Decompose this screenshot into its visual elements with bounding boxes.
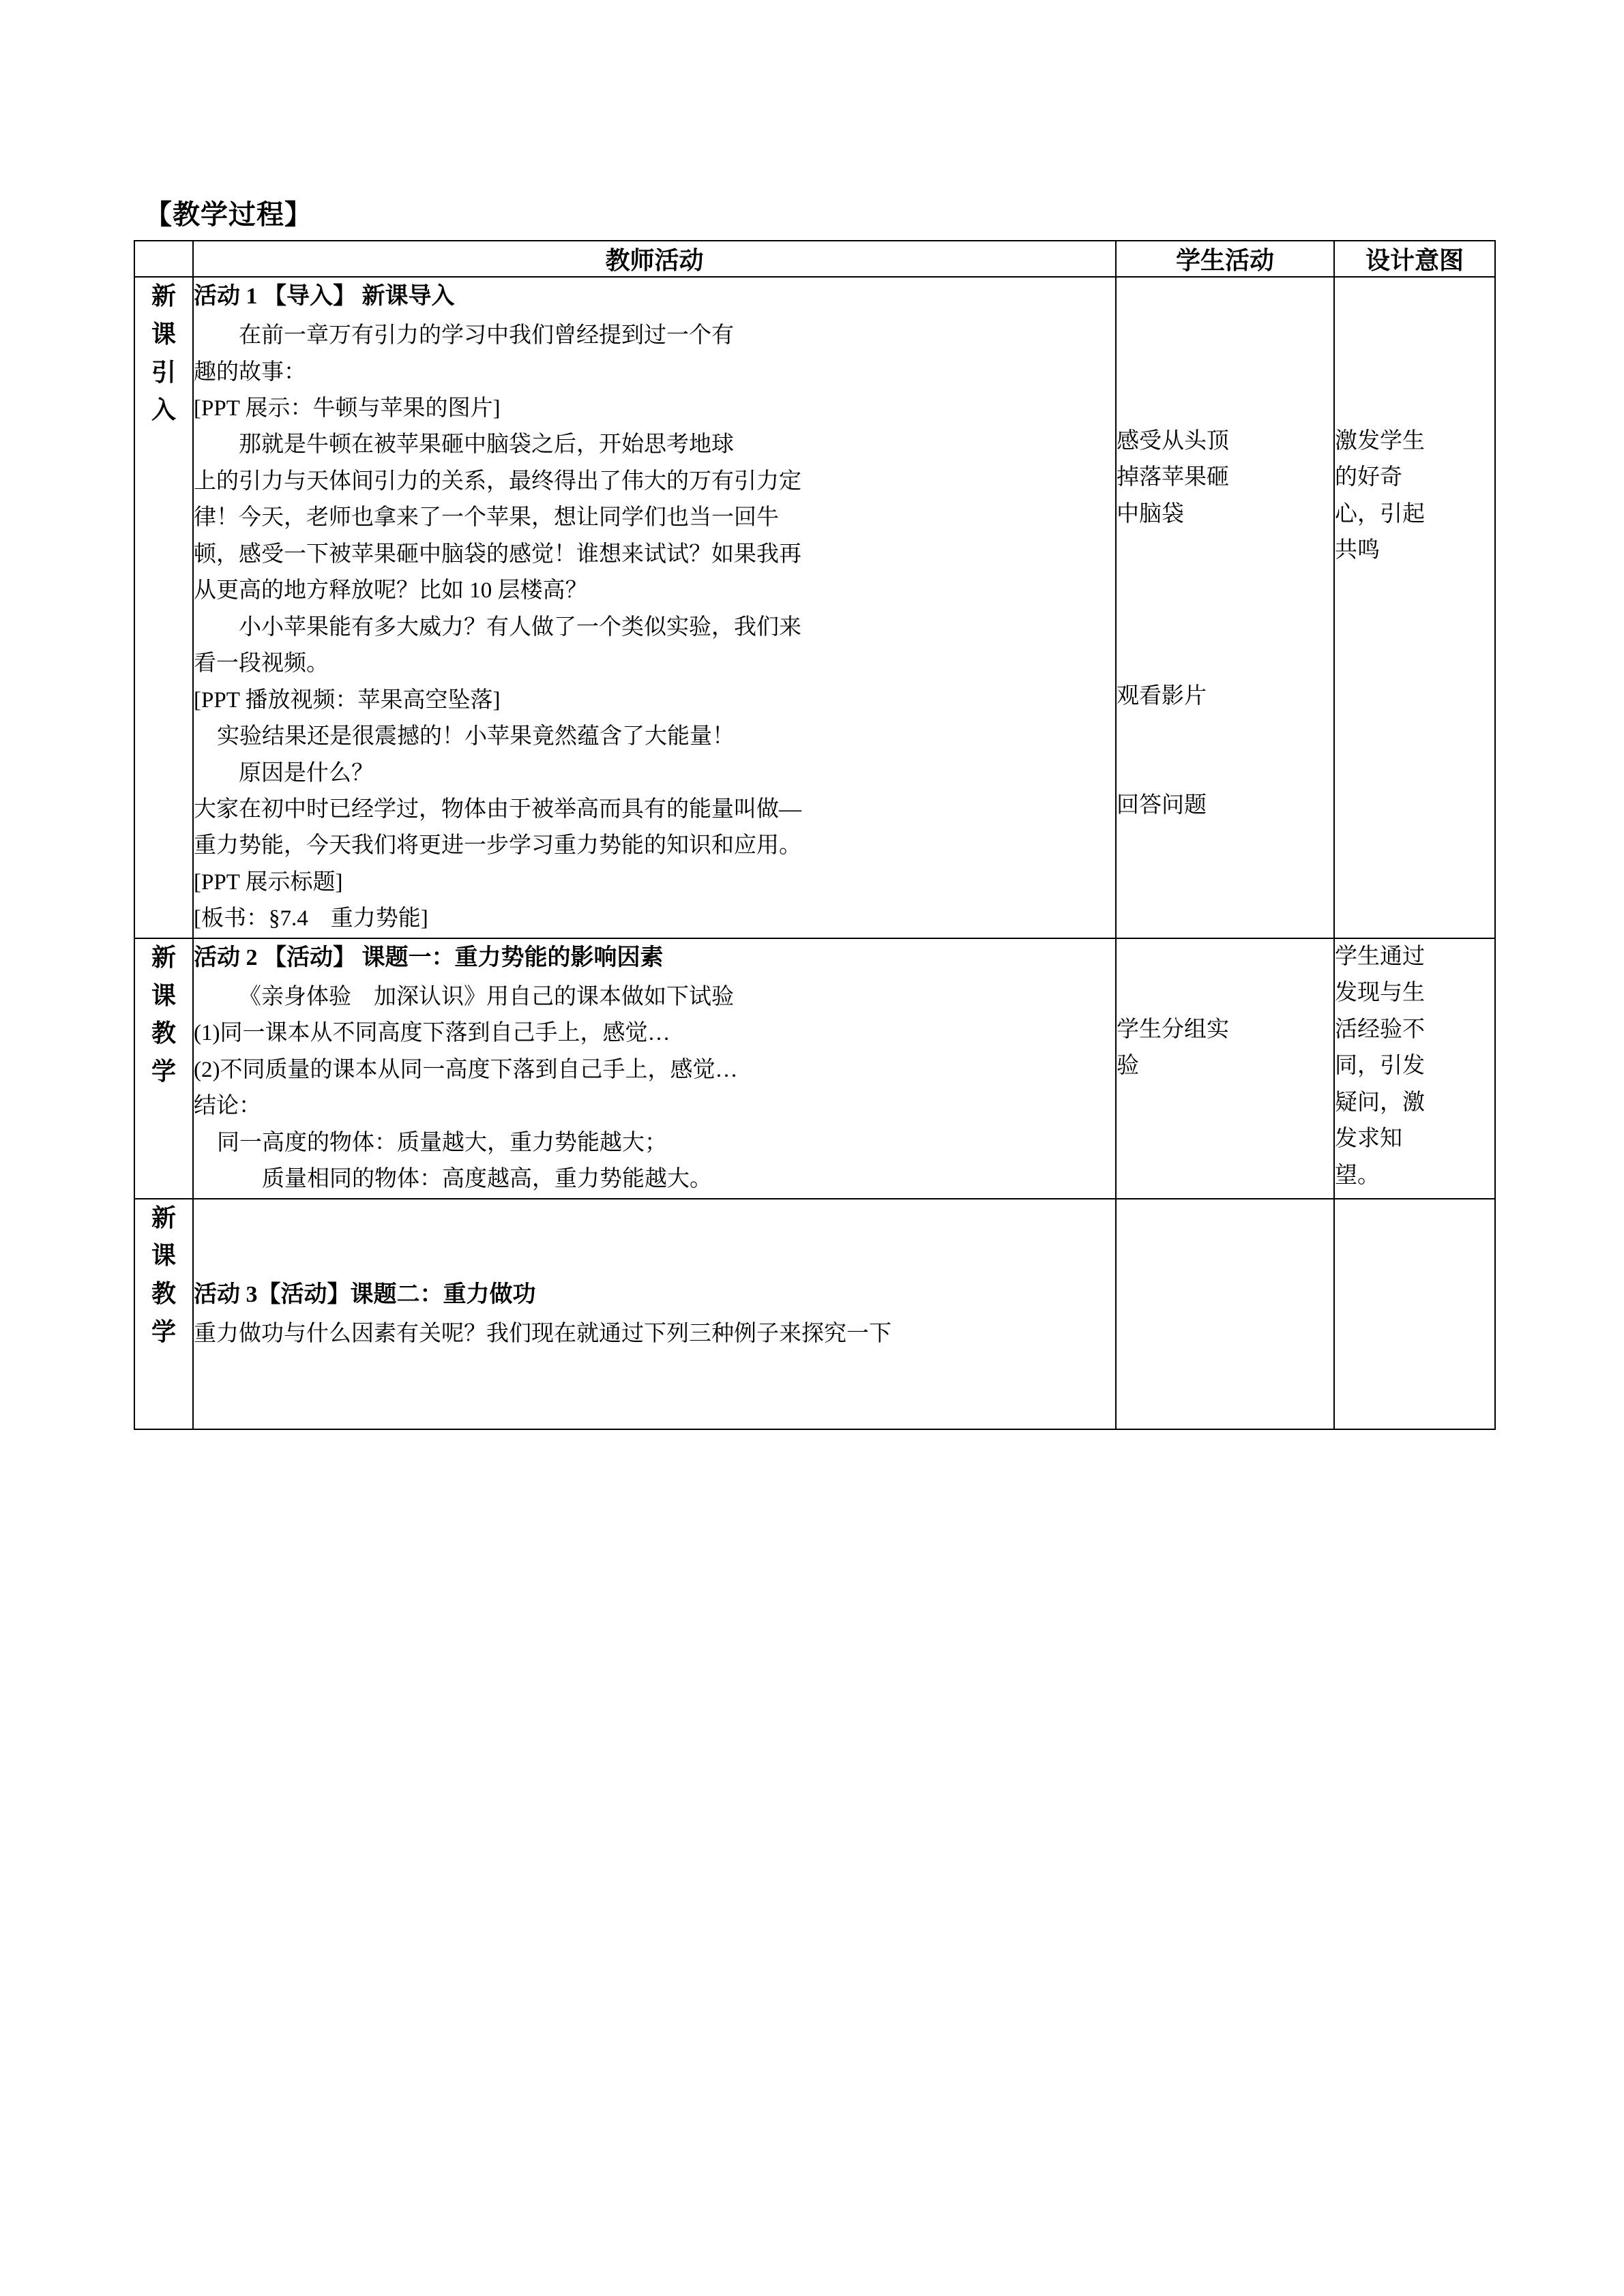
spacer-block <box>194 1390 1115 1429</box>
paragraph: 上的引力与天体间引力的关系，最终得出了伟大的万有引力定 <box>194 468 801 494</box>
stage-label-char: 引 <box>151 358 176 386</box>
paragraph: 验 <box>1117 1054 1139 1079</box>
stage-label-char: 新 <box>151 943 176 971</box>
paragraph: 实验结果还是很震撼的！小苹果竟然蕴含了大能量！ <box>217 724 735 749</box>
column-header-teacher: 教师活动 <box>193 241 1116 277</box>
spacer-line <box>1335 387 1494 423</box>
paragraph: 的好奇 <box>1335 465 1402 490</box>
stage-label <box>134 938 193 1199</box>
paragraph: 从更高的地方释放呢？比如 10 层楼高？ <box>194 578 588 603</box>
lesson-plan-table <box>134 240 1496 1430</box>
spacer-block <box>194 1199 1115 1238</box>
stage-label-char: 新 <box>151 282 176 310</box>
spacer-block <box>194 1238 1115 1276</box>
stage-label-char: 课 <box>151 981 176 1009</box>
paragraph: 重力做功与什么因素有关呢？我们现在就通过下列三种例子来探究一下 <box>194 1321 891 1346</box>
paragraph: 观看影片 <box>1117 683 1207 709</box>
spacer-line <box>1117 975 1333 1011</box>
paragraph: 小小苹果能有多大威力？有人做了一个类似实验，我们来 <box>239 614 801 640</box>
paragraph: 活经验不 <box>1335 1017 1425 1042</box>
paragraph: 疑问，激 <box>1335 1090 1425 1115</box>
design-intent-cell <box>1334 1199 1495 1430</box>
spacer-line <box>1117 642 1333 679</box>
activity-title: 活动 3【活动】课题二：重力做功 <box>194 1281 536 1307</box>
table-body <box>134 277 1495 1429</box>
paragraph: [板书：§7.4 重力势能] <box>194 906 428 931</box>
page-title: 【教学过程】 <box>145 199 312 230</box>
paragraph: 大家在初中时已经学过，物体由于被举高而具有的能量叫做— <box>194 796 801 822</box>
spacer-line <box>1117 351 1333 387</box>
paragraph: 同，引发 <box>1335 1054 1425 1079</box>
paragraph: 中脑袋 <box>1117 501 1184 526</box>
paragraph: 在前一章万有引力的学习中我们曾经提到过一个有 <box>239 323 734 348</box>
spacer-line <box>1117 751 1333 788</box>
activity-title: 活动 1 【导入】 新课导入 <box>194 284 455 309</box>
paragraph: 看一段视频。 <box>194 651 329 676</box>
paragraph: (1)同一课本从不同高度下落到自己手上，感觉… <box>194 1021 670 1046</box>
stage-label-char: 教 <box>151 1280 176 1308</box>
paragraph: 学生通过 <box>1335 944 1425 969</box>
stage-label <box>134 277 193 938</box>
paragraph: 学生分组实 <box>1117 1017 1229 1042</box>
table-header-row <box>134 241 1495 277</box>
stage-label-char: 学 <box>151 1317 176 1345</box>
spacer-line <box>1117 715 1333 751</box>
column-header-student: 学生活动 <box>1116 241 1334 277</box>
paragraph: [PPT 播放视频：苹果高空坠落] <box>194 687 501 713</box>
paragraph: 律！今天，老师也拿来了一个苹果，想让同学们也当一回牛 <box>194 505 779 531</box>
stage-label-char: 入 <box>151 396 176 424</box>
teacher-activity-cell <box>193 277 1116 938</box>
stage-label <box>134 1199 193 1430</box>
paragraph: 结论： <box>194 1094 261 1119</box>
spacer-line <box>1117 939 1333 975</box>
paragraph: 共鸣 <box>1335 538 1380 563</box>
column-header-intent: 设计意图 <box>1334 241 1495 277</box>
paragraph: 趣的故事： <box>194 359 306 385</box>
paragraph: 发求知 <box>1335 1127 1402 1152</box>
spacer-line <box>1117 278 1333 314</box>
paragraph: 顿，感受一下被苹果砸中脑袋的感觉！谁想来试试？如果我再 <box>194 541 801 567</box>
paragraph: 回答问题 <box>1117 793 1207 818</box>
spacer-line <box>1117 606 1333 642</box>
table-row <box>134 277 1495 938</box>
spacer-line <box>1335 314 1494 350</box>
spacer-block <box>194 1352 1115 1390</box>
paragraph: 质量相同的物体：高度越高，重力势能越大。 <box>262 1167 712 1192</box>
student-activity-cell <box>1116 277 1334 938</box>
paragraph: 重力势能，今天我们将更进一步学习重力势能的知识和应用。 <box>194 833 801 859</box>
spacer-line <box>1335 278 1494 314</box>
stage-label-char: 教 <box>151 1019 176 1047</box>
paragraph: 心，引起 <box>1335 501 1425 526</box>
paragraph: 望。 <box>1335 1163 1380 1188</box>
table-row <box>134 938 1495 1199</box>
table-row <box>134 1199 1495 1430</box>
paragraph: 发现与生 <box>1335 981 1425 1006</box>
paragraph: [PPT 展示标题] <box>194 869 343 895</box>
spacer-line <box>1117 387 1333 423</box>
paragraph: 激发学生 <box>1335 428 1425 453</box>
spacer-line <box>1335 351 1494 387</box>
activity-title: 活动 2 【活动】 课题一：重力势能的影响因素 <box>194 944 664 970</box>
spacer-line <box>1117 533 1333 569</box>
stage-label-char: 课 <box>151 320 176 348</box>
paragraph: 同一高度的物体：质量越大，重力势能越大； <box>217 1130 667 1155</box>
paragraph: 原因是什么？ <box>239 760 374 786</box>
stage-label-char: 学 <box>151 1058 176 1086</box>
column-header-stage <box>134 241 193 277</box>
spacer-line <box>1117 569 1333 606</box>
paragraph: 《亲身体验 加深认识》用自己的课本做如下试验 <box>239 984 734 1009</box>
paragraph: 感受从头顶 <box>1117 428 1229 453</box>
paragraph: (2)不同质量的课本从同一高度下落到自己手上，感觉… <box>194 1057 738 1082</box>
spacer-line <box>1117 314 1333 350</box>
paragraph: 那就是牛顿在被苹果砸中脑袋之后，开始思考地球 <box>239 432 734 458</box>
paragraph: 掉落苹果砸 <box>1117 465 1229 490</box>
stage-label-char: 课 <box>151 1242 176 1270</box>
teacher-activity-cell <box>193 1199 1116 1430</box>
design-intent-cell <box>1334 938 1495 1199</box>
stage-label-char: 新 <box>151 1204 176 1232</box>
design-intent-cell <box>1334 277 1495 938</box>
student-activity-cell <box>1116 938 1334 1199</box>
teacher-activity-cell <box>193 938 1116 1199</box>
student-activity-cell <box>1116 1199 1334 1430</box>
paragraph: [PPT 展示：牛顿与苹果的图片] <box>194 396 501 421</box>
